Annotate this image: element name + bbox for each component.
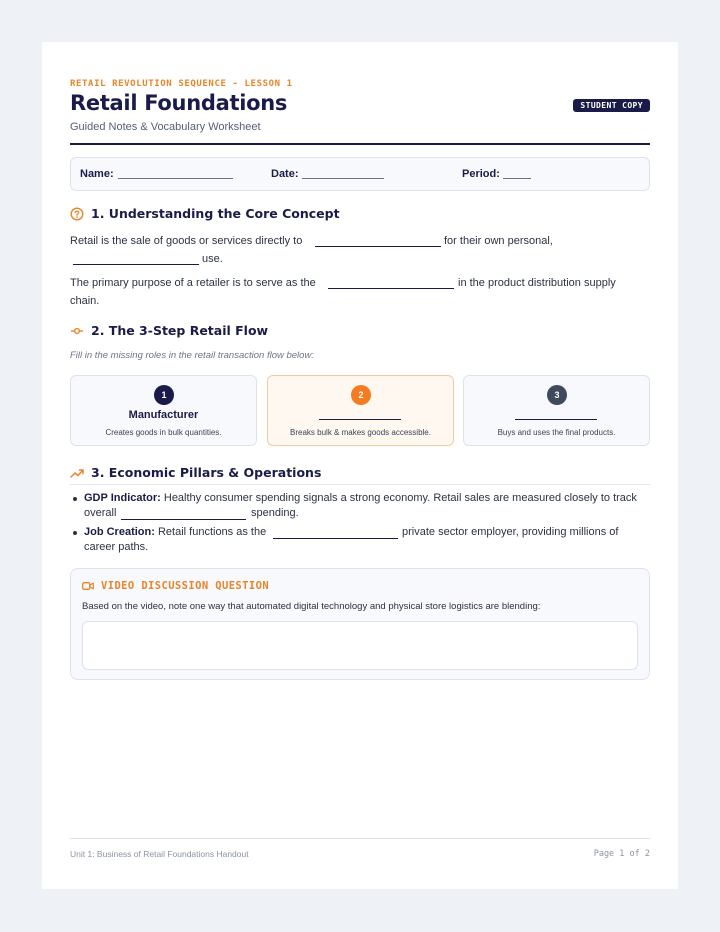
worksheet-content: RETAIL REVOLUTION SEQUENCE - LESSON 1 Retail Foundations Guided Notes & Vocabulary Worksheet STUDENT COPY Name: Date: Period: 1. Understanding the Core Concept Retail is the sale of goods or services directly to for their own personal, use. The primary purpose of a retailer is to serve as the in the product distribution supply chain. 2. The 3-Step Retail Flow Fill in the missing roles in the retail transaction flow below: 1 Manufacturer Creates goods in bulk quantities. 2 Breaks bulk & makes goods accessible. 3 Buys and uses the final products. 3. Economic Pillars & Operations GDP Indicator: Healthy consumer spending signals a strong economy. Retail sales are measured closely to track overall spending. Job Creation: Retail functions as the private sector employer, providing millions of career paths. VIDEO DISCUSSION QUESTION Based on the video, note one way that automated digital technology and physical store logistics are blending: Unit 1: Business of Retail Foundations Handout Page 1 of 2: [70, 79, 650, 859]
commit-node-icon: [70, 324, 84, 338]
video-question-text: Based on the video, note one way that automated digital technology and physical store logistics are blending:: [82, 601, 541, 612]
period-label: Period:: [462, 168, 500, 180]
date-field[interactable]: [302, 178, 384, 179]
question-circle-icon: [70, 207, 84, 221]
trending-up-icon: [70, 466, 84, 480]
flow-step-3-card: [463, 375, 650, 446]
footer-divider: [70, 838, 650, 839]
step-number-badge: 1: [154, 385, 174, 405]
consumer-blank[interactable]: [315, 246, 441, 247]
spending-type-blank[interactable]: [121, 519, 246, 520]
step-description: Breaks bulk & makes goods accessible.: [290, 428, 431, 437]
step-role: Manufacturer: [128, 409, 199, 421]
footer-page-number: Page 1 of 2: [593, 849, 650, 859]
step-description: Creates goods in bulk quantities.: [105, 428, 222, 437]
use-type-blank[interactable]: [73, 264, 199, 265]
lesson-kicker: RETAIL REVOLUTION SEQUENCE - LESSON 1: [70, 79, 293, 89]
bullet-dot: [73, 497, 77, 501]
student-info-box: [70, 157, 650, 191]
student-copy-badge: STUDENT COPY: [573, 99, 650, 112]
employer-rank-blank[interactable]: [273, 538, 398, 539]
section-3-divider: [70, 484, 650, 485]
date-label: Date:: [271, 168, 299, 180]
video-answer-field[interactable]: [82, 621, 638, 670]
step-3-role-blank[interactable]: [515, 419, 597, 420]
worksheet-page: [42, 42, 678, 889]
flow-step-1-card: [70, 375, 257, 446]
flow-instruction: Fill in the missing roles in the retail transaction flow below:: [70, 350, 314, 361]
video-question-heading: VIDEO DISCUSSION QUESTION: [101, 580, 270, 592]
period-field[interactable]: [503, 178, 531, 179]
step-description: Buys and uses the final products.: [497, 428, 616, 437]
video-discussion-box: [70, 568, 650, 680]
page-subtitle: Guided Notes & Vocabulary Worksheet: [70, 121, 261, 133]
footer-unit-label: Unit 1: Business of Retail Foundations Handout: [70, 849, 249, 859]
page-title: Retail Foundations: [70, 91, 288, 115]
bullet-dot: [73, 531, 77, 535]
header-divider: [70, 143, 650, 145]
video-camera-icon: [82, 581, 94, 591]
role-blank[interactable]: [328, 288, 454, 289]
step-number-badge: 3: [547, 385, 567, 405]
step-2-role-blank[interactable]: [319, 419, 401, 420]
step-number-badge: 2: [351, 385, 371, 405]
flow-step-2-card: [267, 375, 454, 446]
name-label: Name:: [80, 168, 114, 180]
name-field[interactable]: [118, 178, 233, 179]
